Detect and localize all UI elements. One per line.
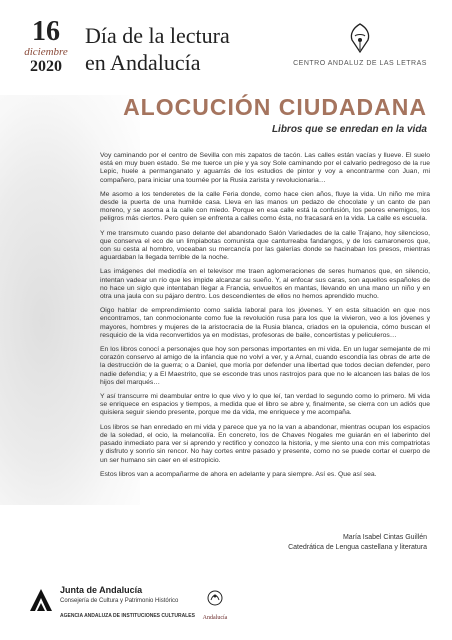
event-date bbox=[16, 18, 76, 76]
junta-andalucia-logo-icon bbox=[28, 587, 54, 613]
author-name: María Isabel Cintas Guillén bbox=[342, 534, 427, 541]
paragraph: Los libros se han enredado en mi vida y parece que ya no la van a abandonar, mientras ocupan los espacios de la soledad, el ocio, la melancolía. En concreto, los de Chaves Nogales me guiarán en el laberinto del pasado inmediato para ver si aprendo y rectifico y conozco la historia, y me siento una con mis compatriotas y disfruto y sonrío sin rencor. No hay cortes entre pasado y presente, como no se puede cortar el cuerpo de un ser humano sin caer en el estropicio. bbox=[100, 423, 430, 464]
paragraph: Me asomo a los tenderetes de la calle Feria donde, como hace cien años, fluye la vida. Un niño me mira desde la puerta de una humilde casa. Lleva en las manos un pedazo de chocolate y un canto de pan moreno, y se asoma a la calle con miedo. Porque en esa calle está la confusión, los peores enemigos, los peligros más ciertos. Pero quien se enfrenta a calles como ésta, no fracasará en la vida. La calle es escuela. bbox=[100, 190, 430, 223]
author-role: Catedrática de Lengua castellana y literatura bbox=[288, 544, 427, 551]
junta-name: Junta de Andalucía bbox=[60, 585, 143, 595]
date-month: diciembre bbox=[24, 46, 68, 58]
paragraph: Estos libros van a acompañarme de ahora en adelante y para siempre. Así es. Que así sea. bbox=[100, 470, 377, 478]
date-day: 16 bbox=[32, 16, 60, 47]
paragraph: Oigo hablar de emprendimiento como salida laboral para los jóvenes. Y en esta situación en que nos encontramos, tan conmocionante como fue la revolución rusa para los que la vivieron, veo a los jóvenes y mayores, hombres y mujeres de la aristocracia de la Rusia blanca, criados en la opulencia, cómo buscan el resquicio de la vida reconvertidos ya en modistas, profesoras de baile, concertistas y peliculeros… bbox=[100, 307, 430, 339]
paragraph: Las imágenes del mediodía en el televisor me traen aglomeraciones de seres humanos que, en silencio, intentan vadear un río que les impide alcanzar su sueño. Y, al enfocar sus caras, son aquellos españoles de no hace un siglo que intentaban llegar a Francia, envueltos en mantas, llevando en una mano un niño y en otra una jaula con su pájaro dentro. Los descendientes de ellos no hemos aprendido mucho. bbox=[100, 268, 430, 301]
event-title bbox=[85, 22, 230, 76]
centro-andaluz-letras-logo bbox=[290, 22, 430, 67]
date-year: 2020 bbox=[30, 58, 62, 75]
junta-department: Consejería de Cultura y Patrimonio Histórico bbox=[60, 598, 179, 604]
andalucia-label: Andalucía bbox=[202, 615, 228, 621]
paragraph: Y me transmuto cuando paso delante del abandonado Salón Variedades de la calle Trajano, hoy silencioso, que conserva el eco de un limpiabotas comunista que canturreaba fandangos, y de los camaroneros que, con su cesta al hombro, voceaban su mercancía por las galerías donde se hacinaban los presos, mientras aguardaban la llegada terrible de la noche. bbox=[100, 229, 430, 262]
event-title-line1: Día de la lectura bbox=[85, 23, 230, 48]
article-title: ALOCUCIÓN CIUDADANA bbox=[123, 94, 427, 120]
junta-agency: AGENCIA ANDALUZA DE INSTITUCIONES CULTURALES bbox=[60, 613, 195, 619]
event-title-line2: en Andalucía bbox=[85, 50, 201, 75]
article-body bbox=[100, 152, 430, 485]
andalucia-mark-icon bbox=[205, 588, 225, 608]
signature-block bbox=[288, 533, 427, 553]
fountain-pen-nib-icon bbox=[345, 22, 375, 54]
paragraph: Voy caminando por el centro de Sevilla con mis zapatos de tacón. Las calles están vacías y llueve. El suelo está en muy buen estado. Se me tuerce un pie y ya soy Sole caminando por el calvario pedregoso de la rue Lepic, huele a permanganato y aguarrás de los estudios de pintor y voy a encontrarme con Juan, mi compañero, para iniciar una tournée por la Rusia zarista y revolucionaria… bbox=[100, 152, 430, 184]
paragraph: Y así transcurre mi deambular entre lo que vivo y lo que leí, tan verdad lo segundo como lo primero. Mi vida se enriquece en espacios y tiempos, a medida que el libro se abre y, finalmente, se cierra con un adiós que quisiera seguir siendo presente, porque me da vida, me enriquece y me acompaña. bbox=[100, 393, 430, 417]
junta-andalucia-block bbox=[60, 585, 195, 619]
article-subtitle: Libros que se enredan en la vida bbox=[271, 124, 427, 135]
andalucia-brand-logo bbox=[190, 588, 240, 621]
org-name: CENTRO ANDALUZ DE LAS LETRAS bbox=[293, 60, 427, 67]
paragraph: En los libros conocí a personajes que hoy son personas importantes en mi vida. En un lugar semejante de mi corazón conservo al amigo de la infancia que no volví a ver, y a Arnal, cuando escondía las obras de arte de la destrucción de la guerra; o a Daniel, que moría por defender una libertad que todos decían defender, pero nadie defendía; y a El Maestrito, que se esconde tras unos rastrojos para que no le alcancen las balas de los hijos del marqués… bbox=[100, 346, 430, 386]
